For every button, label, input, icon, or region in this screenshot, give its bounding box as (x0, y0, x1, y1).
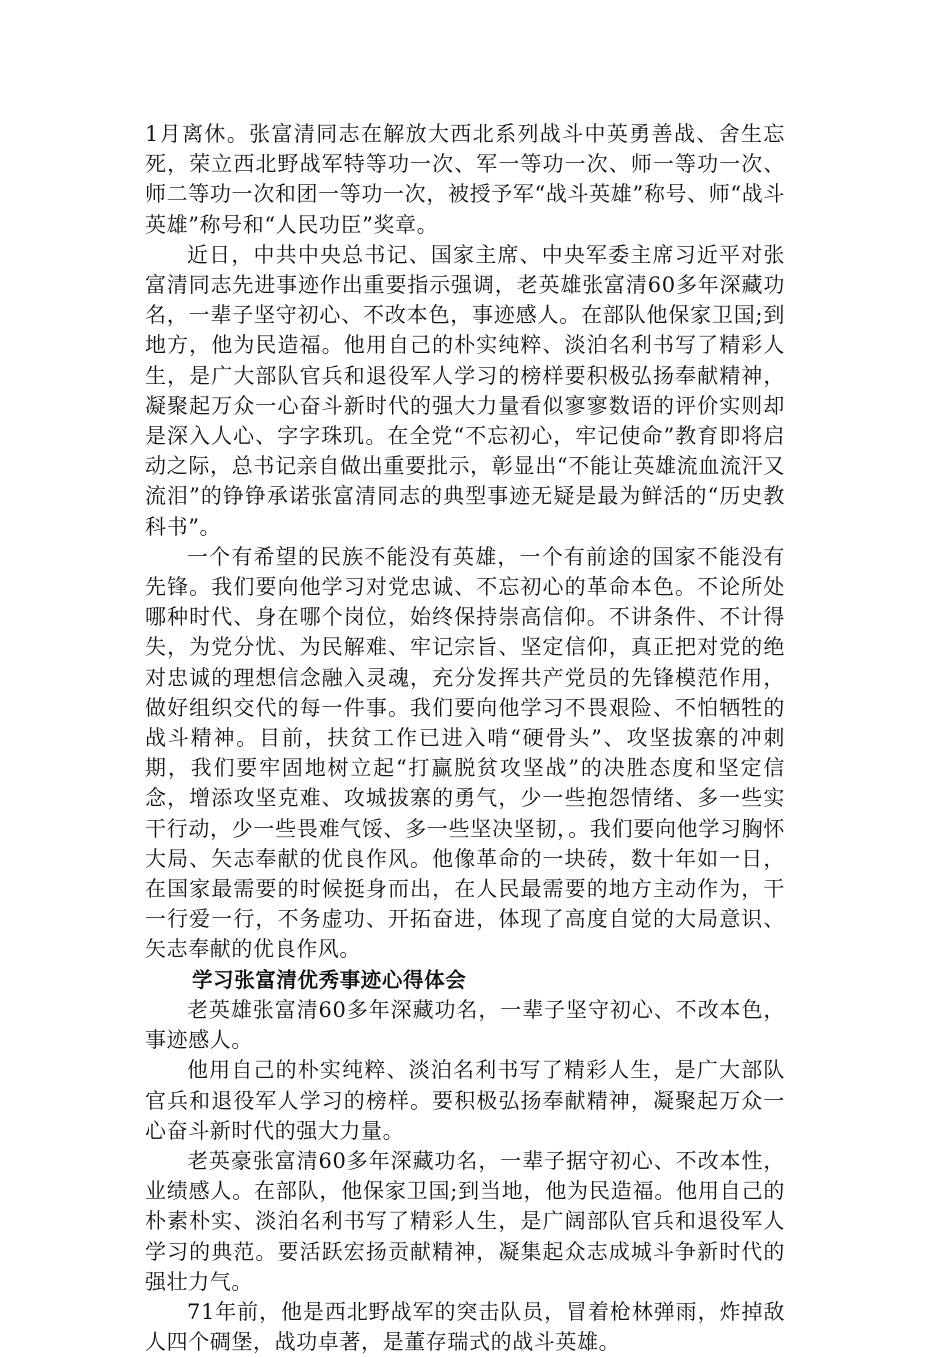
section-heading: 学习张富清优秀事迹心得体会 (192, 967, 467, 992)
paragraph-2: 近日，中共中央总书记、国家主席、中央军委主席习近平对张富清同志先进事迹作出重要指示强调，老英雄张富清60多年深藏功名，一辈子坚守初心、不改本色，事迹感人。在部队他保家卫国;到地方，他为民造福。他用自己的朴实纯粹、淡泊名利书写了精彩人生，是广大部队官兵和退役军人学习的榜样要积极弘扬奉献精神，凝聚起万众一心奋斗新时代的强大力量看似寥寥数语的评价实则却是深入人心、字字珠玑。在全党“不忘初心，牢记使命”教育即将启动之际，总书记亲自做出重要批示，彰显出“不能让英雄流血流汗又流泪”的铮铮承诺张富清同志的典型事迹无疑是最为鲜活的“历史教科书”。 (145, 242, 785, 539)
paragraph-7: 71年前，他是西北野战军的突击队员，冒着枪林弹雨，炸掉敌人四个碉堡，战功卓著，是董存瑞式的战斗英雄。 (145, 1299, 785, 1355)
paragraph-4: 老英雄张富清60多年深藏功名，一辈子坚守初心、不改本色，事迹感人。 (145, 997, 785, 1053)
paragraph-1: 1月离休。张富清同志在解放大西北系列战斗中英勇善战、舍生忘死，荣立西北野战军特等功一次、军一等功一次、师一等功一次、师二等功一次和团一等功一次，被授予军“战斗英雄”称号、师“战斗英雄”称号和“人民功臣”奖章。 (145, 122, 785, 237)
paragraph-6: 老英豪张富清60多年深藏功名，一辈子据守初心、不改本性，业绩感人。在部队，他保家卫国;到当地，他为民造福。他用自己的朴素朴实、淡泊名利书写了精彩人生，是广阔部队官兵和退役军人学习的典范。要活跃宏扬贡献精神，凝集起众志成城斗争新时代的强壮力气。 (145, 1148, 785, 1294)
paragraph-5: 他用自己的朴实纯粹、淡泊名利书写了精彩人生，是广大部队官兵和退役军人学习的榜样。要积极弘扬奉献精神，凝聚起万众一心奋斗新时代的强大力量。 (145, 1058, 785, 1143)
document-body (145, 119, 785, 1357)
paragraph-3: 一个有希望的民族不能没有英雄，一个有前途的国家不能没有先锋。我们要向他学习对党忠诚、不忘初心的革命本色。不论所处哪种时代、身在哪个岗位，始终保持崇高信仰。不讲条件、不计得失，为党分忧、为民解难、牢记宗旨、坚定信仰，真正把对党的绝对忠诚的理想信念融入灵魂，充分发挥共产党员的先锋模范作用，做好组织交代的每一件事。我们要向他学习不畏艰险、不怕牺牲的战斗精神。目前，扶贫工作已进入啃“硬骨头”、攻坚拔寨的冲刺期，我们要牢固地树立起“打赢脱贫攻坚战”的决胜态度和坚定信念，增添攻坚克难、攻城拔寨的勇气，少一些抱怨情绪、多一些实干行动，少一些畏难气馁、多一些坚决坚韧，。我们要向他学习胸怀大局、矢志奉献的优良作风。他像革命的一块砖，数十年如一日，在国家最需要的时候挺身而出，在人民最需要的地方主动作为，干一行爱一行，不务虚功、开拓奋进，体现了高度自觉的大局意识、矢志奉献的优良作风。 (145, 544, 785, 962)
